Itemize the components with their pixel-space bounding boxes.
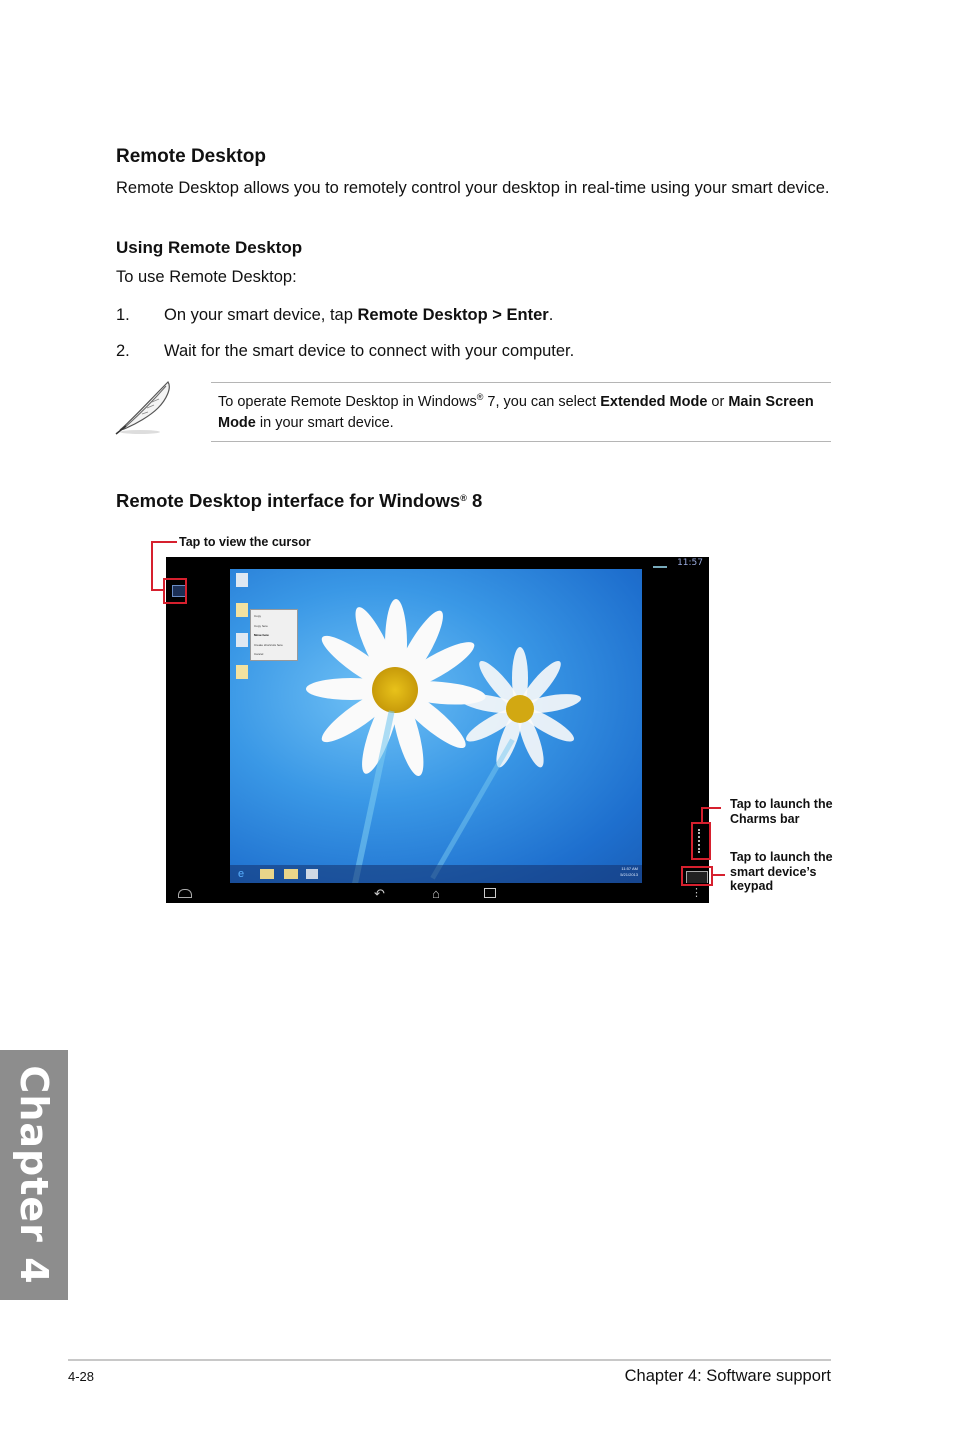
note-bottom-rule bbox=[211, 441, 831, 442]
note-part-4: in your smart device. bbox=[255, 415, 394, 431]
status-time: 11:57 bbox=[677, 558, 703, 568]
context-menu-item[interactable]: Create shortcuts here bbox=[254, 642, 283, 647]
overflow-menu-icon[interactable]: ⋮ bbox=[691, 887, 702, 899]
context-menu-item[interactable]: Move here bbox=[254, 633, 269, 637]
note-extended-mode: Extended Mode bbox=[600, 394, 708, 410]
note-part-3: or bbox=[707, 394, 729, 410]
interface-title bbox=[116, 490, 482, 512]
callout-keypad-line-3: keypad bbox=[730, 879, 774, 893]
note-text bbox=[218, 392, 818, 434]
recent-apps-icon[interactable] bbox=[484, 888, 496, 898]
note-top-rule bbox=[211, 382, 831, 383]
interface-title-text: Remote Desktop interface for Windows bbox=[116, 490, 461, 511]
callout-line-cursor bbox=[151, 541, 153, 591]
taskbar-date: 5/21/2013 bbox=[620, 872, 638, 877]
footer-chapter-title: Chapter 4: Software support bbox=[624, 1367, 831, 1385]
chapter-tab-label: Chapter 4 bbox=[12, 1065, 56, 1285]
home-icon[interactable]: ⌂ bbox=[432, 886, 440, 901]
callout-keypad bbox=[730, 850, 833, 894]
recycle-bin-icon[interactable] bbox=[236, 573, 248, 587]
tablet-screenshot bbox=[166, 557, 709, 903]
folder-icon[interactable] bbox=[236, 665, 248, 679]
keypad-highlight-box bbox=[681, 866, 713, 886]
note-part-2: 7, you can select bbox=[483, 394, 601, 410]
step-2-number: 2. bbox=[116, 342, 130, 360]
callout-charms-line-1: Tap to launch the bbox=[730, 797, 833, 811]
note-reg: ® bbox=[476, 392, 484, 402]
callout-keypad-line-2: smart device’s bbox=[730, 864, 817, 879]
chapter-tab bbox=[0, 1050, 68, 1300]
step-2-text: Wait for the smart device to connect with your computer. bbox=[164, 342, 575, 360]
note-main-screen-mode: Main Screen Mode bbox=[218, 394, 814, 431]
context-menu-item[interactable]: Cancel bbox=[254, 652, 264, 656]
feather-pen-icon bbox=[114, 378, 176, 436]
callout-line-keypad bbox=[713, 874, 725, 876]
explorer-icon[interactable] bbox=[260, 869, 274, 879]
context-menu[interactable] bbox=[250, 609, 298, 661]
step-1-bold: Remote Desktop > Enter bbox=[357, 306, 549, 324]
android-nav-bar bbox=[166, 883, 709, 903]
desktop-icon[interactable] bbox=[236, 633, 248, 647]
step-1-suffix: . bbox=[548, 306, 554, 324]
section-intro: Remote Desktop allows you to remotely control your desktop in real-time using your smart device. bbox=[116, 179, 830, 197]
notification-icon[interactable] bbox=[178, 889, 192, 898]
step-1-number: 1. bbox=[116, 306, 130, 324]
callout-charms bbox=[730, 797, 833, 826]
page-number: 4-28 bbox=[68, 1369, 95, 1384]
callout-line-cursor bbox=[151, 541, 177, 543]
cursor-highlight-box bbox=[163, 578, 187, 604]
taskbar-clock bbox=[620, 866, 638, 878]
wifi-icon bbox=[653, 560, 667, 568]
context-menu-item[interactable]: Copy bbox=[254, 614, 262, 618]
daisy-flower-small bbox=[450, 639, 590, 779]
note-part-1: To operate Remote Desktop in Windows bbox=[218, 394, 477, 410]
folder-taskbar-icon[interactable] bbox=[284, 869, 298, 879]
folder-icon[interactable] bbox=[236, 603, 248, 617]
callout-keypad-line-1: Tap to launch the bbox=[730, 850, 833, 864]
section-title: Remote Desktop bbox=[116, 146, 266, 167]
interface-title-reg: ® bbox=[460, 493, 467, 503]
back-icon[interactable]: ↶ bbox=[374, 886, 385, 901]
interface-title-version: 8 bbox=[466, 490, 483, 511]
charms-highlight-box bbox=[691, 822, 711, 860]
footer-rule bbox=[68, 1359, 831, 1361]
taskbar-time: 11:57 AM bbox=[621, 866, 638, 871]
callout-line-charms bbox=[701, 807, 703, 823]
windows-desktop[interactable] bbox=[230, 569, 642, 883]
ie-icon[interactable]: e bbox=[238, 868, 245, 880]
callout-cursor: Tap to view the cursor bbox=[179, 535, 311, 549]
callout-line-charms bbox=[701, 807, 721, 809]
step-1-text: On your smart device, tap bbox=[164, 306, 358, 324]
step-1 bbox=[164, 304, 553, 327]
windows-taskbar[interactable] bbox=[230, 865, 642, 883]
app-taskbar-icon[interactable] bbox=[306, 869, 318, 879]
callout-charms-line-2: Charms bar bbox=[730, 811, 800, 826]
using-lead: To use Remote Desktop: bbox=[116, 268, 297, 286]
using-title: Using Remote Desktop bbox=[116, 238, 303, 257]
context-menu-item[interactable]: Copy here bbox=[254, 623, 268, 628]
